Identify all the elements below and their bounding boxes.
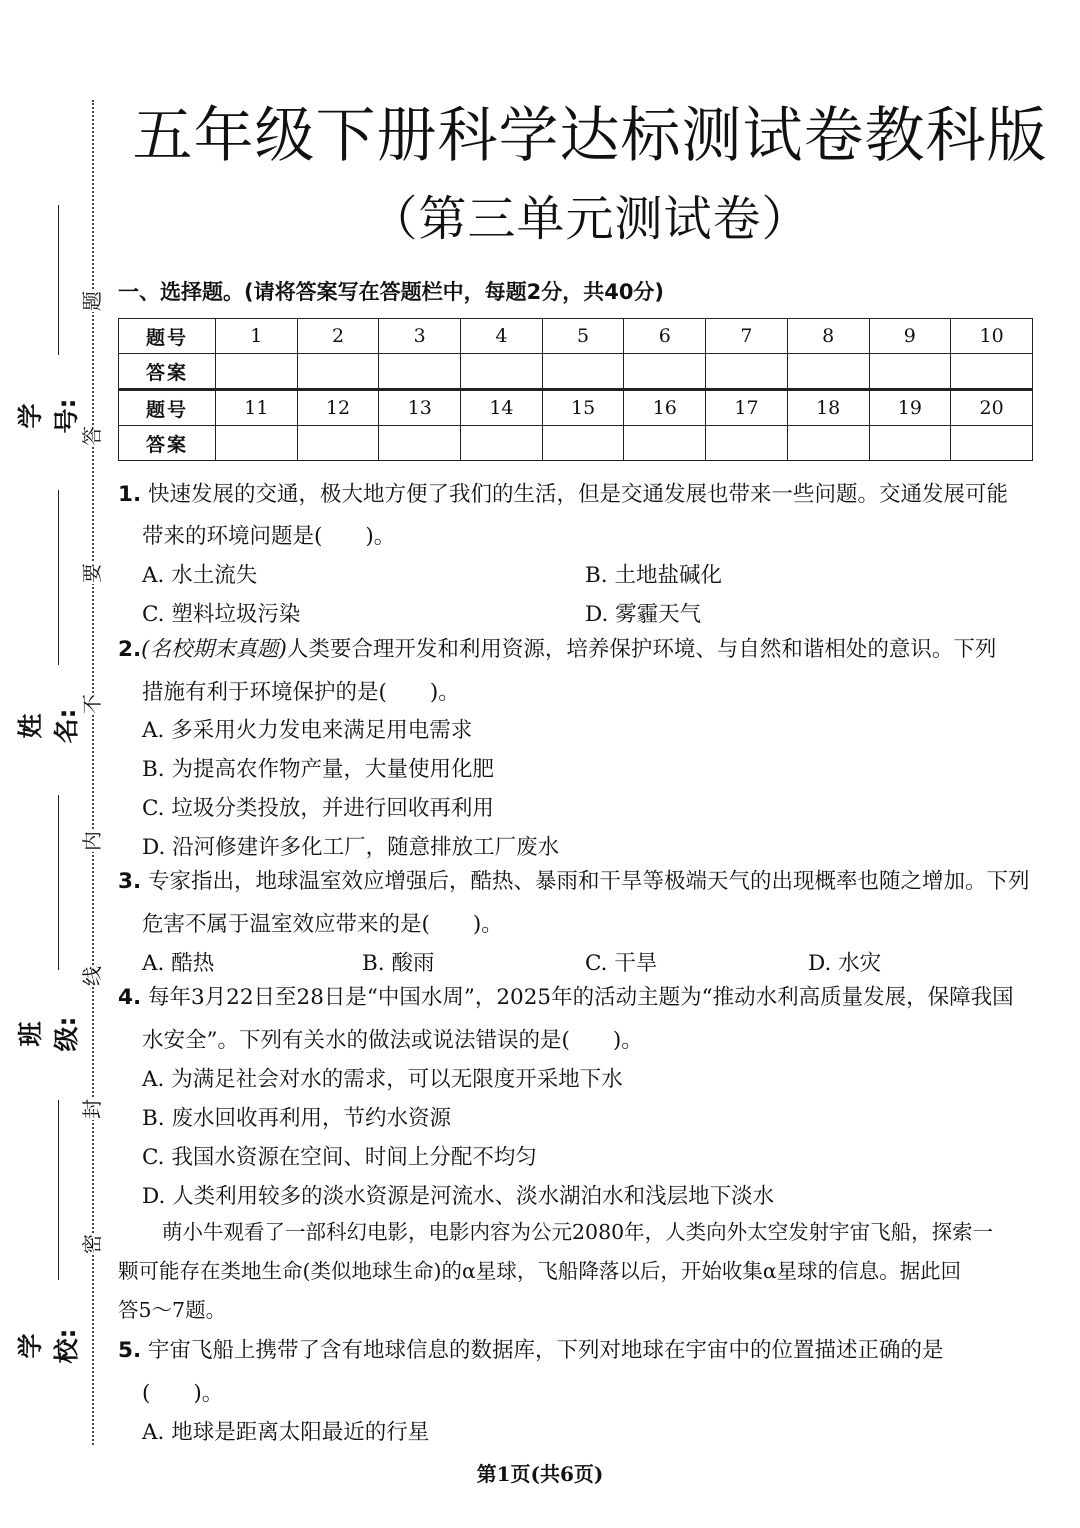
answer-cell[interactable] bbox=[379, 426, 461, 461]
seal-char: 不 bbox=[80, 694, 104, 714]
question-text: 宇宙飞船上携带了含有地球信息的数据库，下列对地球在宇宙中的位置描述正确的是 bbox=[147, 1338, 944, 1363]
passage-line: 萌小牛观看了一部科幻电影，电影内容为公元2080年，人类向外太空发射宇宙飞船，探索一 bbox=[162, 1220, 994, 1244]
question-number-cell: 3 bbox=[379, 319, 461, 354]
question-2 bbox=[118, 630, 1038, 669]
seal-char: 答 bbox=[80, 426, 104, 446]
page-number: 第1页(共6页) bbox=[476, 1462, 604, 1486]
answer-cell[interactable] bbox=[542, 354, 624, 390]
question-3 bbox=[118, 862, 1038, 901]
option-d: D. 沿河修建许多化工厂，随意排放工厂废水 bbox=[142, 835, 560, 860]
question-text: 每年3月22日至28日是“中国水周”，2025年的活动主题为“推动水利高质量发展，保障我国 bbox=[147, 985, 1014, 1010]
question-number-cell: 6 bbox=[624, 319, 706, 354]
class-label: 班级: bbox=[16, 1016, 81, 1052]
question-number-cell: 17 bbox=[706, 390, 788, 426]
answer-cell[interactable] bbox=[869, 426, 951, 461]
question-number-cell: 8 bbox=[787, 319, 869, 354]
reading-passage-cont bbox=[118, 1252, 1038, 1290]
answer-cell[interactable] bbox=[461, 426, 543, 461]
answer-cell[interactable] bbox=[297, 354, 379, 390]
question-number-cell: 18 bbox=[787, 390, 869, 426]
option-c: C. 垃圾分类投放，并进行回收再利用 bbox=[142, 796, 494, 821]
option-a: A. 地球是距离太阳最近的行星 bbox=[142, 1420, 430, 1445]
option-b: B. 为提高农作物产量，大量使用化肥 bbox=[142, 757, 494, 782]
school-label: 学校: bbox=[16, 1328, 81, 1364]
question-5 bbox=[118, 1331, 1038, 1370]
question-number-cell: 4 bbox=[461, 319, 543, 354]
table-row bbox=[119, 354, 1033, 390]
class-line bbox=[58, 795, 59, 970]
question-number: 4. bbox=[118, 985, 142, 1010]
question-text-cont: ( )。 bbox=[142, 1381, 224, 1406]
question-number-cell: 1 bbox=[216, 319, 298, 354]
question-number-cell: 9 bbox=[869, 319, 951, 354]
section-title: 一、选择题。(请将答案写在答题栏中，每题2分，共40分) bbox=[118, 280, 665, 304]
answer-cell[interactable] bbox=[787, 426, 869, 461]
question-number-cell: 15 bbox=[542, 390, 624, 426]
answer-cell[interactable] bbox=[951, 354, 1033, 390]
reading-passage-cont bbox=[118, 1291, 1038, 1329]
passage-line: 颗可能存在类地生命(类似地球生命)的α星球，飞船降落以后，开始收集α星球的信息。据此回 bbox=[118, 1259, 962, 1283]
question-number-cell: 13 bbox=[379, 390, 461, 426]
reading-passage bbox=[118, 1213, 1038, 1251]
seal-char: 密 bbox=[80, 1234, 104, 1254]
seal-char: 内 bbox=[80, 831, 104, 851]
question-number-cell: 11 bbox=[216, 390, 298, 426]
option-d: D. 水灾 bbox=[808, 951, 882, 976]
question-number: 5. bbox=[118, 1338, 142, 1363]
option-a: A. 水土流失 bbox=[142, 563, 258, 588]
answer-cell[interactable] bbox=[951, 426, 1033, 461]
option-c: C. 塑料垃圾污染 bbox=[142, 602, 301, 627]
question-source: (名校期末真题) bbox=[141, 637, 287, 662]
question-number-cell: 2 bbox=[297, 319, 379, 354]
option-a: A. 酷热 bbox=[142, 951, 215, 976]
answer-cell[interactable] bbox=[379, 354, 461, 390]
seal-char: 封 bbox=[80, 1099, 104, 1119]
question-number: 2. bbox=[118, 637, 142, 662]
option-c: C. 干旱 bbox=[585, 951, 658, 976]
question-number-cell: 20 bbox=[951, 390, 1033, 426]
table-row bbox=[119, 390, 1033, 426]
option-d: D. 人类利用较多的淡水资源是河流水、淡水湖泊水和浅层地下淡水 bbox=[142, 1184, 775, 1209]
student-id-label: 学号: bbox=[16, 398, 81, 434]
question-text-cont: 水安全”。下列有关水的做法或说法错误的是( )。 bbox=[142, 1028, 643, 1053]
student-id-line bbox=[58, 205, 59, 355]
passage-line: 答5～7题。 bbox=[118, 1298, 227, 1322]
answer-cell[interactable] bbox=[461, 354, 543, 390]
question-number-cell: 5 bbox=[542, 319, 624, 354]
question-text-cont: 带来的环境问题是( )。 bbox=[142, 524, 396, 549]
question-text: 快速发展的交通，极大地方便了我们的生活，但是交通发展也带来一些问题。交通发展可能 bbox=[147, 482, 1008, 507]
question-number-cell: 10 bbox=[951, 319, 1033, 354]
page-subtitle: （第三单元测试卷） bbox=[369, 191, 811, 247]
name-line bbox=[58, 490, 59, 665]
answer-cell[interactable] bbox=[706, 426, 788, 461]
option-b: B. 土地盐碱化 bbox=[585, 563, 722, 588]
question-number-cell: 16 bbox=[624, 390, 706, 426]
option-a: A. 多采用火力发电来满足用电需求 bbox=[142, 718, 473, 743]
question-number-cell: 19 bbox=[869, 390, 951, 426]
question-1 bbox=[118, 475, 1038, 514]
answer-cell[interactable] bbox=[216, 354, 298, 390]
question-text-cont: 危害不属于温室效应带来的是( )。 bbox=[142, 912, 503, 937]
option-a: A. 为满足社会对水的需求，可以无限度开采地下水 bbox=[142, 1067, 623, 1092]
table-row bbox=[119, 319, 1033, 354]
seal-char: 线 bbox=[80, 966, 104, 986]
answer-cell[interactable] bbox=[706, 354, 788, 390]
option-c: C. 我国水资源在空间、时间上分配不均匀 bbox=[142, 1145, 537, 1170]
answer-cell[interactable] bbox=[297, 426, 379, 461]
page-title: 五年级下册科学达标测试卷教科版 bbox=[132, 101, 1048, 171]
question-number-cell: 12 bbox=[297, 390, 379, 426]
question-number: 1. bbox=[118, 482, 142, 507]
question-number-cell: 14 bbox=[461, 390, 543, 426]
table-header-cell: 答案 bbox=[119, 354, 216, 390]
question-4 bbox=[118, 978, 1038, 1017]
table-header-cell: 题号 bbox=[119, 390, 216, 426]
table-row bbox=[119, 426, 1033, 461]
question-text: 专家指出，地球温室效应增强后，酷热、暴雨和干旱等极端天气的出现概率也随之增加。下列 bbox=[147, 869, 1030, 894]
table-header-cell: 答案 bbox=[119, 426, 216, 461]
table-header-cell: 题号 bbox=[119, 319, 216, 354]
answer-cell[interactable] bbox=[542, 426, 624, 461]
answer-cell[interactable] bbox=[624, 426, 706, 461]
school-line bbox=[58, 1100, 59, 1280]
name-label: 姓名: bbox=[16, 708, 81, 744]
answer-table bbox=[118, 318, 1033, 461]
answer-cell[interactable] bbox=[624, 354, 706, 390]
option-d: D. 雾霾天气 bbox=[585, 602, 702, 627]
question-text: 人类要合理开发和利用资源，培养保护环境、与自然和谐相处的意识。下列 bbox=[286, 637, 997, 662]
question-number-cell: 7 bbox=[706, 319, 788, 354]
answer-cell[interactable] bbox=[216, 426, 298, 461]
option-b: B. 废水回收再利用，节约水资源 bbox=[142, 1106, 451, 1131]
answer-cell[interactable] bbox=[869, 354, 951, 390]
seal-char: 要 bbox=[80, 563, 104, 583]
option-b: B. 酸雨 bbox=[362, 951, 435, 976]
seal-char: 题 bbox=[80, 291, 104, 311]
answer-cell[interactable] bbox=[787, 354, 869, 390]
question-text-cont: 措施有利于环境保护的是( )。 bbox=[142, 680, 460, 705]
question-number: 3. bbox=[118, 869, 142, 894]
